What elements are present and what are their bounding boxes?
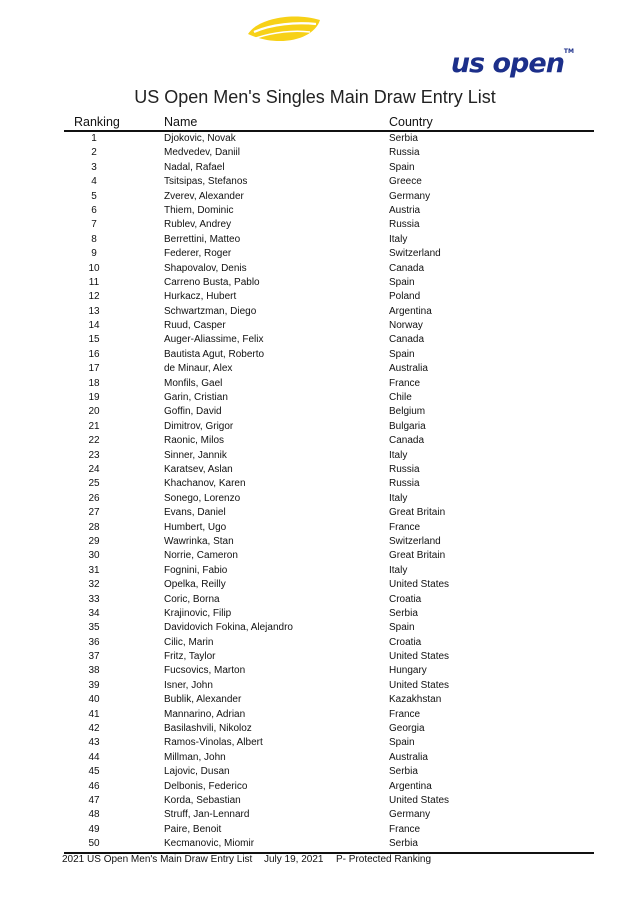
table-row (0, 808, 630, 822)
country-cell: Great Britain (389, 550, 446, 562)
rank-cell: 32 (88, 579, 100, 591)
name-cell: Struff, Jan-Lennard (164, 809, 250, 821)
rank-cell: 36 (88, 636, 100, 648)
table-row (0, 751, 630, 765)
table-row (0, 636, 630, 650)
country-cell: Switzerland (389, 535, 441, 547)
table-row (0, 348, 630, 362)
country-cell: Canada (389, 435, 425, 447)
table-row (0, 607, 630, 621)
country-cell: Italy (389, 492, 408, 504)
tennis-ball-flame-icon (244, 10, 324, 50)
country-cell: France (389, 521, 421, 533)
name-cell: Delbonis, Federico (164, 780, 248, 792)
rank-cell: 37 (88, 651, 100, 663)
rank-cell: 8 (91, 233, 97, 245)
country-cell: Great Britain (389, 507, 446, 519)
rank-cell: 43 (88, 737, 100, 749)
country-cell: France (389, 708, 421, 720)
country-cell: Spain (389, 622, 415, 634)
rank-cell: 16 (88, 348, 100, 360)
rank-cell: 2 (91, 147, 97, 159)
country-cell: Italy (389, 233, 408, 245)
country-cell: Spain (389, 161, 415, 173)
table-row (0, 477, 630, 491)
table-row (0, 578, 630, 592)
rank-cell: 10 (88, 262, 100, 274)
country-cell: Georgia (389, 723, 425, 735)
table-row (0, 305, 630, 319)
table-row (0, 449, 630, 463)
table-row (0, 420, 630, 434)
table-row (0, 333, 630, 347)
rank-cell: 3 (91, 161, 97, 173)
table-row (0, 823, 630, 837)
name-cell: Fritz, Taylor (164, 651, 216, 663)
country-cell: Russia (389, 147, 420, 159)
name-cell: Sonego, Lorenzo (164, 492, 241, 504)
page-title: US Open Men's Singles Main Draw Entry List (134, 87, 496, 107)
rank-cell: 50 (88, 838, 100, 850)
name-cell: Fucsovics, Marton (164, 665, 246, 677)
table-row (0, 593, 630, 607)
table-row (0, 132, 630, 146)
rank-cell: 28 (88, 521, 100, 533)
country-cell: United States (389, 651, 450, 663)
country-cell: Chile (389, 392, 412, 404)
name-cell: Isner, John (164, 679, 213, 691)
country-cell: Canada (389, 334, 425, 346)
country-cell: Italy (389, 449, 408, 461)
country-cell: United States (389, 794, 450, 806)
name-cell: Goffin, David (164, 406, 222, 418)
country-cell: Spain (389, 737, 415, 749)
rank-cell: 34 (88, 607, 100, 619)
name-cell: Rublev, Andrey (164, 219, 232, 231)
rank-cell: 24 (88, 463, 100, 475)
rank-cell: 18 (88, 377, 100, 389)
name-cell: Khachanov, Karen (164, 478, 246, 490)
country-cell: Australia (389, 363, 428, 375)
us-open-logo (0, 8, 630, 80)
rank-cell: 13 (88, 305, 100, 317)
name-cell: Coric, Borna (164, 593, 220, 605)
name-cell: Federer, Roger (164, 248, 232, 260)
name-cell: Tsitsipas, Stefanos (164, 176, 248, 188)
rank-cell: 17 (88, 363, 100, 375)
country-cell: Poland (389, 291, 421, 303)
table-row (0, 262, 630, 276)
country-cell: Germany (389, 190, 431, 202)
name-cell: Zverev, Alexander (164, 190, 244, 202)
name-cell: Hurkacz, Hubert (164, 291, 237, 303)
name-cell: Bautista Agut, Roberto (164, 348, 265, 360)
country-cell: Kazakhstan (389, 694, 442, 706)
rank-cell: 30 (88, 550, 100, 562)
name-cell: Ramos-Vinolas, Albert (164, 737, 263, 749)
name-cell: Wawrinka, Stan (164, 535, 234, 547)
name-cell: Djokovic, Novak (164, 133, 236, 144)
name-cell: de Minaur, Alex (164, 363, 233, 375)
table-row (0, 564, 630, 578)
country-cell: Russia (389, 478, 420, 490)
name-cell: Basilashvili, Nikoloz (164, 723, 252, 735)
country-cell: Italy (389, 564, 408, 576)
table-row (0, 233, 630, 247)
country-cell: Spain (389, 276, 415, 288)
rank-cell: 5 (91, 190, 97, 202)
name-cell: Sinner, Jannik (164, 449, 227, 461)
country-cell: Croatia (389, 636, 422, 648)
rank-cell: 20 (88, 406, 100, 418)
table-row (0, 765, 630, 779)
name-cell: Krajinovic, Filip (164, 607, 232, 619)
country-cell: Serbia (389, 133, 418, 144)
table-row (0, 146, 630, 160)
table-row (0, 377, 630, 391)
table-row (0, 506, 630, 520)
country-cell: Spain (389, 348, 415, 360)
rank-cell: 47 (88, 794, 100, 806)
rank-cell: 4 (91, 176, 97, 188)
name-cell: Norrie, Cameron (164, 550, 238, 562)
rank-cell: 1 (91, 133, 97, 144)
rank-cell: 46 (88, 780, 100, 792)
rank-cell: 33 (88, 593, 100, 605)
table-row (0, 621, 630, 635)
country-cell: Argentina (389, 780, 432, 792)
table-row (0, 434, 630, 448)
rank-cell: 40 (88, 694, 100, 706)
country-cell: Austria (389, 204, 421, 216)
country-cell: Canada (389, 262, 425, 274)
table-row (0, 794, 630, 808)
rank-cell: 45 (88, 766, 100, 778)
table-row (0, 693, 630, 707)
country-cell: Serbia (389, 607, 418, 619)
footer-date: July 19, 2021 (264, 854, 324, 865)
rank-cell: 27 (88, 507, 100, 519)
table-row (0, 650, 630, 664)
table-row (0, 780, 630, 794)
name-cell: Millman, John (164, 751, 226, 763)
rank-cell: 49 (88, 823, 100, 835)
column-header-country: Country (389, 115, 433, 129)
name-cell: Ruud, Casper (164, 320, 226, 332)
name-cell: Schwartzman, Diego (164, 305, 257, 317)
name-cell: Berrettini, Matteo (164, 233, 241, 245)
table-row (0, 492, 630, 506)
rank-cell: 26 (88, 492, 100, 504)
rank-cell: 31 (88, 564, 100, 576)
rank-cell: 38 (88, 665, 100, 677)
country-cell: Croatia (389, 593, 422, 605)
country-cell: United States (389, 579, 450, 591)
rank-cell: 29 (88, 535, 100, 547)
country-cell: France (389, 823, 421, 835)
name-cell: Fognini, Fabio (164, 564, 228, 576)
rank-cell: 19 (88, 392, 100, 404)
table-row (0, 708, 630, 722)
rank-cell: 11 (88, 276, 100, 288)
rank-cell: 39 (88, 679, 100, 691)
table-row (0, 679, 630, 693)
rank-cell: 6 (91, 204, 97, 216)
name-cell: Mannarino, Adrian (164, 708, 246, 720)
table-row (0, 736, 630, 750)
table-row (0, 463, 630, 477)
rank-cell: 21 (88, 420, 100, 432)
table-row (0, 276, 630, 290)
table-row (0, 722, 630, 736)
table-row (0, 175, 630, 189)
table-row (0, 535, 630, 549)
rank-cell: 48 (88, 809, 100, 821)
rank-cell: 35 (88, 622, 100, 634)
name-cell: Karatsev, Aslan (164, 463, 233, 475)
table-row (0, 405, 630, 419)
country-cell: Australia (389, 751, 428, 763)
name-cell: Bublik, Alexander (164, 694, 242, 706)
country-cell: France (389, 377, 421, 389)
rank-cell: 14 (88, 320, 100, 332)
name-cell: Carreno Busta, Pablo (164, 276, 260, 288)
country-cell: United States (389, 679, 450, 691)
table-row (0, 161, 630, 175)
name-cell: Humbert, Ugo (164, 521, 227, 533)
name-cell: Auger-Aliassime, Felix (164, 334, 264, 346)
rank-cell: 15 (88, 334, 100, 346)
rank-cell: 7 (91, 219, 97, 231)
table-row (0, 319, 630, 333)
name-cell: Korda, Sebastian (164, 794, 241, 806)
table-row (0, 391, 630, 405)
name-cell: Shapovalov, Denis (164, 262, 247, 274)
name-cell: Garin, Cristian (164, 392, 228, 404)
table-row (0, 290, 630, 304)
rank-cell: 9 (91, 248, 97, 260)
logo-wordmark: us open™ (450, 48, 574, 79)
entry-list (0, 132, 630, 852)
name-cell: Davidovich Fokina, Alejandro (164, 622, 293, 634)
name-cell: Lajovic, Dusan (164, 766, 230, 778)
footer-list-name: 2021 US Open Men's Main Draw Entry List (62, 854, 253, 865)
country-cell: Switzerland (389, 248, 441, 260)
country-cell: Hungary (389, 665, 427, 677)
name-cell: Cilic, Marin (164, 636, 214, 648)
column-header-name: Name (164, 115, 198, 129)
name-cell: Opelka, Reilly (164, 579, 226, 591)
name-cell: Raonic, Milos (164, 435, 225, 447)
name-cell: Thiem, Dominic (164, 204, 234, 216)
rank-cell: 22 (88, 435, 100, 447)
table-row (0, 218, 630, 232)
table-row (0, 190, 630, 204)
column-header-ranking: Ranking (74, 115, 120, 129)
country-cell: Argentina (389, 305, 432, 317)
country-cell: Bulgaria (389, 420, 426, 432)
country-cell: Greece (389, 176, 422, 188)
rank-cell: 23 (88, 449, 100, 461)
country-cell: Norway (389, 320, 423, 332)
table-row (0, 837, 630, 851)
rank-cell: 44 (88, 751, 100, 763)
name-cell: Kecmanovic, Miomir (164, 838, 255, 850)
table-row (0, 549, 630, 563)
country-cell: Germany (389, 809, 431, 821)
table-row (0, 664, 630, 678)
rank-cell: 42 (88, 723, 100, 735)
table-row (0, 521, 630, 535)
name-cell: Medvedev, Daniil (164, 147, 240, 159)
table-row (0, 204, 630, 218)
country-cell: Serbia (389, 766, 418, 778)
name-cell: Monfils, Gael (164, 377, 223, 389)
name-cell: Dimitrov, Grigor (164, 420, 234, 432)
country-cell: Russia (389, 463, 420, 475)
rank-cell: 41 (88, 708, 100, 720)
name-cell: Evans, Daniel (164, 507, 226, 519)
name-cell: Paire, Benoit (164, 823, 222, 835)
country-cell: Serbia (389, 838, 418, 850)
footer-note: P- Protected Ranking (336, 854, 432, 865)
table-row (0, 362, 630, 376)
name-cell: Nadal, Rafael (164, 161, 225, 173)
rank-cell: 25 (88, 478, 100, 490)
table-row (0, 247, 630, 261)
rank-cell: 12 (88, 291, 100, 303)
country-cell: Russia (389, 219, 420, 231)
country-cell: Belgium (389, 406, 426, 418)
